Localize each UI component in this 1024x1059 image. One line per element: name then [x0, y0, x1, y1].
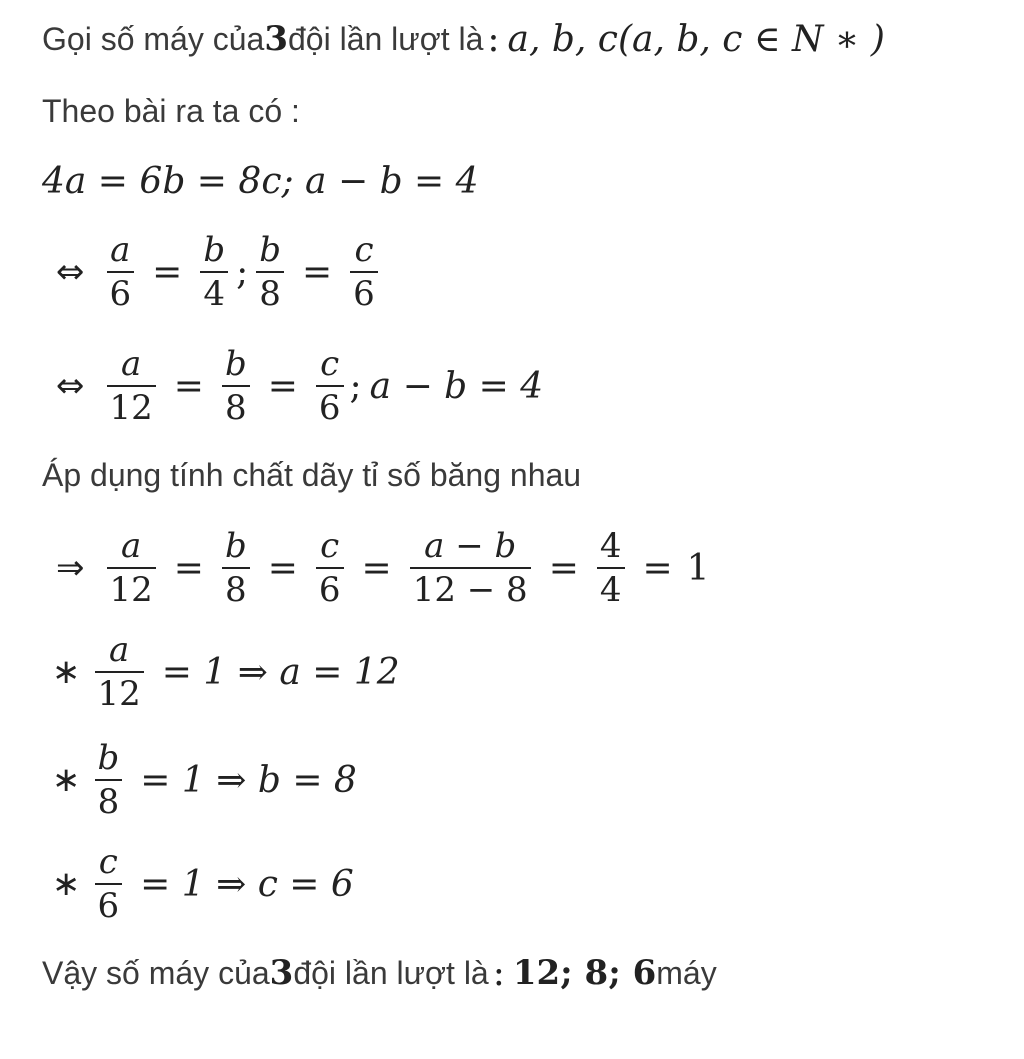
equals-sign: =: [301, 251, 333, 293]
intro-colon: :: [487, 18, 500, 60]
equivalent-arrow: ⇔: [56, 252, 85, 292]
equals-sign: =: [152, 251, 183, 293]
fraction-numerator: b: [224, 344, 247, 384]
intro-prefix: Gọi số máy của: [42, 20, 265, 57]
line-conclusion: [42, 948, 717, 998]
fraction: [316, 525, 344, 611]
solve-b-result: = 1 ⇒ b = 8: [140, 759, 357, 801]
fraction-numerator: 4: [599, 526, 622, 566]
fraction: [95, 629, 144, 715]
difference-equation: a − b = 4: [369, 365, 544, 407]
bullet-star: ∗: [52, 864, 81, 904]
conclusion-colon: :: [492, 952, 505, 994]
fraction-numerator: c: [354, 230, 374, 270]
line-solve-a: [52, 622, 400, 722]
given-equation: 4a = 6b = 8c; a − b = 4: [42, 160, 479, 202]
fraction-denominator: 8: [225, 388, 247, 428]
equals-sign: =: [173, 365, 204, 407]
fraction-numerator: b: [224, 526, 247, 566]
fraction-denominator: 8: [225, 570, 247, 610]
implies-arrow: ⇒: [56, 548, 85, 588]
fraction: [316, 343, 344, 429]
line-theo-bai-ra: [42, 86, 300, 136]
conclusion-count: 3: [269, 953, 294, 993]
equals-sign: =: [642, 547, 673, 589]
fraction-denominator: 4: [203, 274, 226, 314]
fraction-numerator: a: [110, 230, 131, 270]
chain-result: 1: [686, 547, 710, 589]
ap-dung-text: Áp dụng tính chất dãy tỉ số băng nhau: [42, 456, 582, 493]
theo-bai-ra-text: Theo bài ra ta có :: [42, 92, 300, 129]
bullet-star: ∗: [52, 760, 81, 800]
fraction-numerator: c: [98, 842, 118, 882]
fraction-denominator: 6: [318, 388, 341, 428]
fraction-denominator: 12: [109, 570, 153, 610]
solve-c-result: = 1 ⇒ c = 6: [140, 863, 354, 905]
fraction: [95, 737, 123, 823]
semicolon: ;: [236, 251, 249, 293]
fraction: [200, 229, 228, 315]
fraction-numerator: a: [108, 630, 130, 670]
equivalent-arrow: ⇔: [56, 366, 85, 406]
fraction-denominator: 4: [599, 570, 622, 610]
fraction: [107, 343, 156, 429]
fraction-numerator: c: [320, 526, 340, 566]
conclusion-answer: 12; 8; 6: [512, 953, 657, 993]
fraction: [222, 343, 250, 429]
line-proportion-1: [56, 222, 382, 322]
fraction: [107, 229, 135, 315]
line-intro: [42, 14, 885, 64]
line-proportion-2: [56, 336, 543, 436]
equals-sign: =: [267, 365, 298, 407]
conclusion-suffix: máy: [656, 954, 717, 991]
fraction-numerator: b: [259, 230, 281, 270]
solve-a-result: = 1 ⇒ a = 12: [161, 651, 400, 693]
intro-variables: a, b, c(a, b, c ∈ N ∗ ): [507, 18, 885, 60]
fraction-numerator: a: [120, 344, 142, 384]
line-solve-c: [52, 834, 354, 934]
equals-sign: =: [173, 547, 204, 589]
semicolon: ;: [349, 365, 362, 407]
fraction-numerator: c: [320, 344, 340, 384]
line-solve-b: [52, 730, 357, 830]
equals-sign: =: [267, 547, 298, 589]
fraction-denominator: 12: [109, 388, 153, 428]
fraction: [107, 525, 156, 611]
fraction-denominator: 12 − 8: [412, 570, 528, 610]
fraction-denominator: 6: [97, 886, 120, 926]
fraction: [95, 841, 123, 927]
fraction: [410, 525, 531, 611]
fraction: [222, 525, 250, 611]
fraction-denominator: 8: [97, 782, 120, 822]
fraction-numerator: a − b: [424, 526, 517, 566]
intro-mid: đội lần lượt là: [287, 20, 484, 57]
fraction-numerator: a: [120, 526, 142, 566]
fraction-denominator: 6: [318, 570, 341, 610]
fraction-denominator: 6: [109, 274, 132, 314]
line-ratio-chain: [56, 518, 710, 618]
fraction: [256, 229, 284, 315]
bullet-star: ∗: [52, 652, 81, 692]
fraction-denominator: 12: [97, 674, 141, 714]
fraction-numerator: b: [203, 230, 226, 270]
fraction: [597, 525, 625, 611]
equals-sign: =: [548, 547, 579, 589]
intro-count: 3: [264, 19, 288, 59]
fraction-denominator: 6: [353, 274, 375, 314]
line-ap-dung: [42, 450, 581, 500]
fraction-numerator: b: [97, 738, 120, 778]
fraction: [350, 229, 378, 315]
conclusion-prefix: Vậy số máy của: [42, 954, 270, 991]
line-equation-given: [42, 156, 479, 206]
fraction-denominator: 8: [259, 274, 281, 314]
equals-sign: =: [361, 547, 392, 589]
conclusion-mid: đội lần lượt là: [293, 954, 489, 991]
